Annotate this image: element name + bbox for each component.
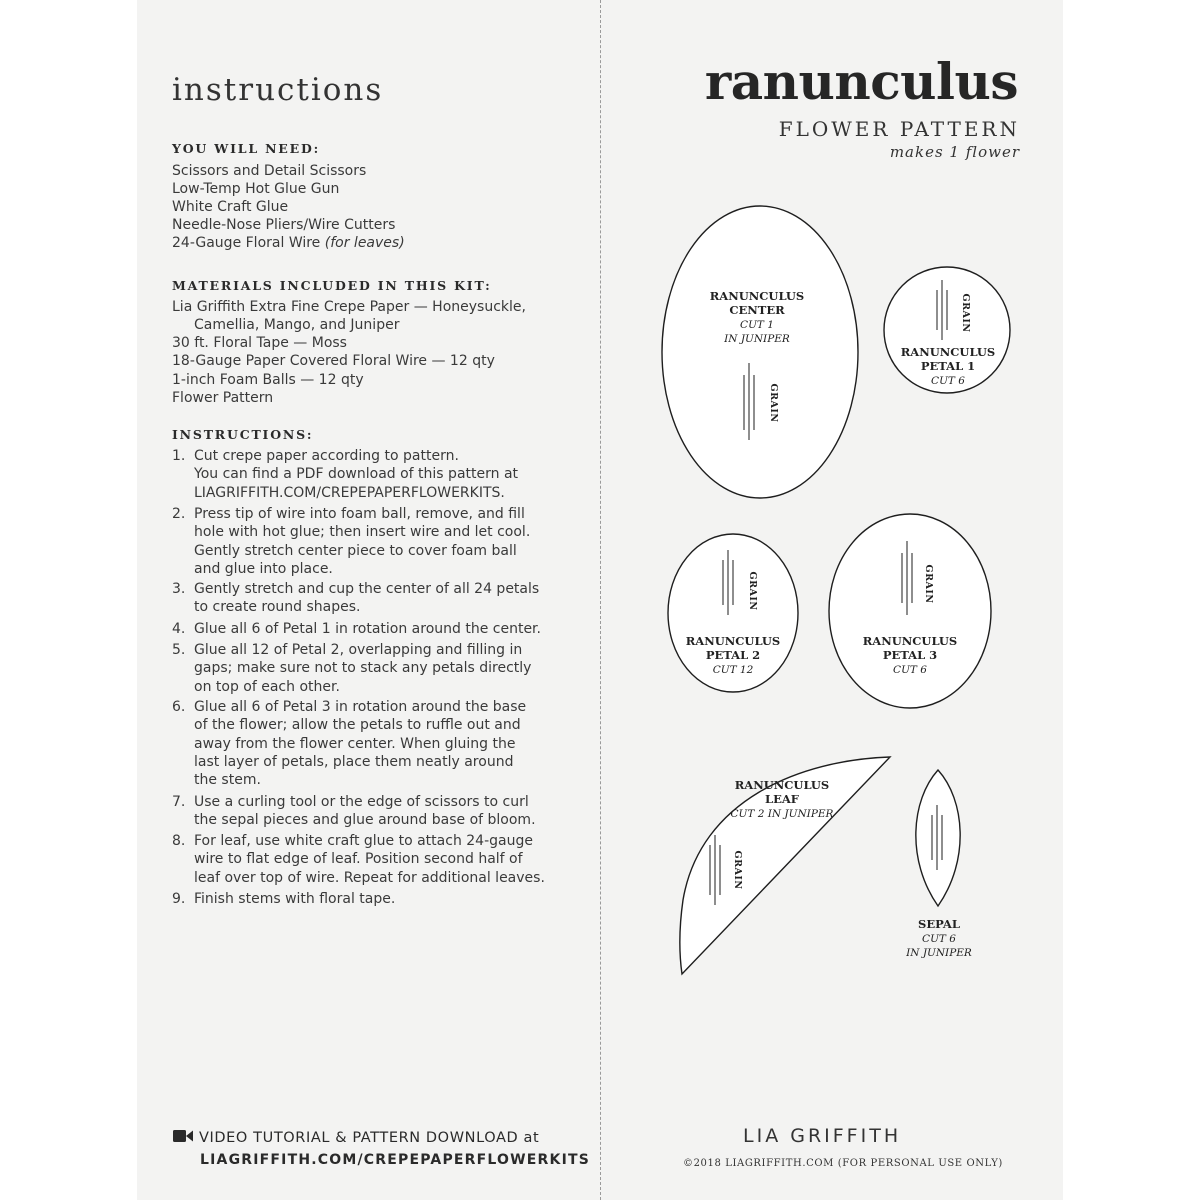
step-4: 4. Glue all 6 of Petal 1 in rotation around the center. xyxy=(172,621,541,637)
svg-text:CUT 6: CUT 6 xyxy=(922,933,956,945)
need-item: Needle-Nose Pliers/Wire Cutters xyxy=(172,217,396,233)
materials-heading: MATERIALS INCLUDED IN THIS KIT: xyxy=(172,278,492,293)
petal-1-piece xyxy=(884,267,1010,393)
svg-text:CENTER: CENTER xyxy=(729,303,785,317)
instructions-heading: instructions xyxy=(172,72,384,108)
svg-text:CUT 12: CUT 12 xyxy=(712,664,754,676)
step-9: 9. Finish stems with floral tape. xyxy=(172,891,396,907)
svg-text:GRAIN: GRAIN xyxy=(768,383,779,423)
need-item: Scissors and Detail Scissors xyxy=(172,163,367,179)
copyright-note: ©2018 LIAGRIFFITH.COM (FOR PERSONAL USE ONLY) xyxy=(683,1158,1003,1169)
wire-note: (for leaves) xyxy=(324,235,405,251)
svg-text:LEAF: LEAF xyxy=(765,792,799,806)
svg-text:RANUNCULUS: RANUNCULUS xyxy=(685,634,781,648)
svg-text:IN JUNIPER: IN JUNIPER xyxy=(906,947,972,959)
svg-text:PETAL 2: PETAL 2 xyxy=(705,648,761,662)
svg-text:SEPAL: SEPAL xyxy=(918,917,960,931)
svg-text:GRAIN: GRAIN xyxy=(747,571,758,611)
svg-text:PETAL 3: PETAL 3 xyxy=(882,648,938,662)
need-item: White Craft Glue xyxy=(172,199,289,215)
svg-text:GRAIN: GRAIN xyxy=(732,850,743,890)
material-item: 1-inch Foam Balls — 12 qty xyxy=(172,372,364,388)
need-item: Low-Temp Hot Glue Gun xyxy=(172,181,340,197)
svg-text:CUT 6: CUT 6 xyxy=(931,375,965,387)
step-6: 6. Glue all 6 of Petal 3 in rotation around the base of the flower; allow the petals to ruffle out and away from the flower center. When gluing the last layer of petals, place them neatly around the stem. xyxy=(172,699,527,789)
step-1: 1. Cut crepe paper according to pattern. You can find a PDF download of this pattern at LIAGRIFFITH.COM/CREPEPAPERFLOWERKITS. xyxy=(172,448,519,501)
svg-text:CUT 6: CUT 6 xyxy=(893,664,927,676)
tutorial-url[interactable]: LIAGRIFFITH.COM/CREPEPAPERFLOWERKITS xyxy=(200,1152,591,1168)
svg-text:PETAL 1: PETAL 1 xyxy=(920,359,976,373)
center-piece xyxy=(662,206,858,498)
svg-text:RANUNCULUS: RANUNCULUS xyxy=(900,345,996,359)
material-item: Flower Pattern xyxy=(172,390,274,406)
step-2: 2. Press tip of wire into foam ball, remove, and fill hole with hot glue; then insert wire and let cool. Gently stretch center piece to cover foam ball and glue into place. xyxy=(172,506,531,577)
svg-text:GRAIN: GRAIN xyxy=(923,564,934,604)
svg-text:RANUNCULUS: RANUNCULUS xyxy=(709,289,805,303)
svg-text:GRAIN: GRAIN xyxy=(960,293,971,333)
svg-text:CUT 2 IN JUNIPER: CUT 2 IN JUNIPER xyxy=(730,808,834,820)
flower-subtitle: FLOWER PATTERN xyxy=(778,117,1020,141)
you-will-need-heading: YOU WILL NEED: xyxy=(172,141,321,156)
step-7: 7. Use a curling tool or the edge of scissors to curl the sepal pieces and glue around base of bloom. xyxy=(172,794,536,829)
petal-2-piece xyxy=(668,534,798,692)
svg-text:RANUNCULUS: RANUNCULUS xyxy=(734,778,830,792)
leaf-piece xyxy=(680,757,890,974)
instructions-steps-heading: INSTRUCTIONS: xyxy=(172,427,314,442)
sepal-piece xyxy=(905,770,972,959)
svg-text:IN JUNIPER: IN JUNIPER xyxy=(724,333,790,345)
svg-text:CUT 1: CUT 1 xyxy=(740,319,774,331)
need-item: 24-Gauge Floral Wire (for leaves) xyxy=(172,235,405,251)
material-item: Lia Griffith Extra Fine Crepe Paper — Honeysuckle, xyxy=(172,299,526,315)
flower-title: ranunculus xyxy=(704,52,1018,111)
step-3: 3. Gently stretch and cup the center of all 24 petals to create round shapes. xyxy=(172,581,540,616)
material-item: 30 ft. Floral Tape — Moss xyxy=(172,335,347,351)
makes-note: makes 1 flower xyxy=(889,143,1020,161)
step-8: 8. For leaf, use white craft glue to attach 24-gauge wire to flat edge of leaf. Position second half of leaf over top of wire. Repeat for additional leaves. xyxy=(172,833,545,886)
step-5: 5. Glue all 12 of Petal 2, overlapping and filling in gaps; make sure not to stack any petals directly on top of each other. xyxy=(172,642,532,695)
material-item: 18-Gauge Paper Covered Floral Wire — 12 qty xyxy=(172,353,495,369)
video-tutorial-note: VIDEO TUTORIAL & PATTERN DOWNLOAD at xyxy=(173,1130,539,1146)
brand-logo: LIA GRIFFITH xyxy=(743,1125,902,1147)
svg-text:RANUNCULUS: RANUNCULUS xyxy=(862,634,958,648)
petal-3-piece xyxy=(829,514,991,708)
material-item: Camellia, Mango, and Juniper xyxy=(194,317,400,333)
